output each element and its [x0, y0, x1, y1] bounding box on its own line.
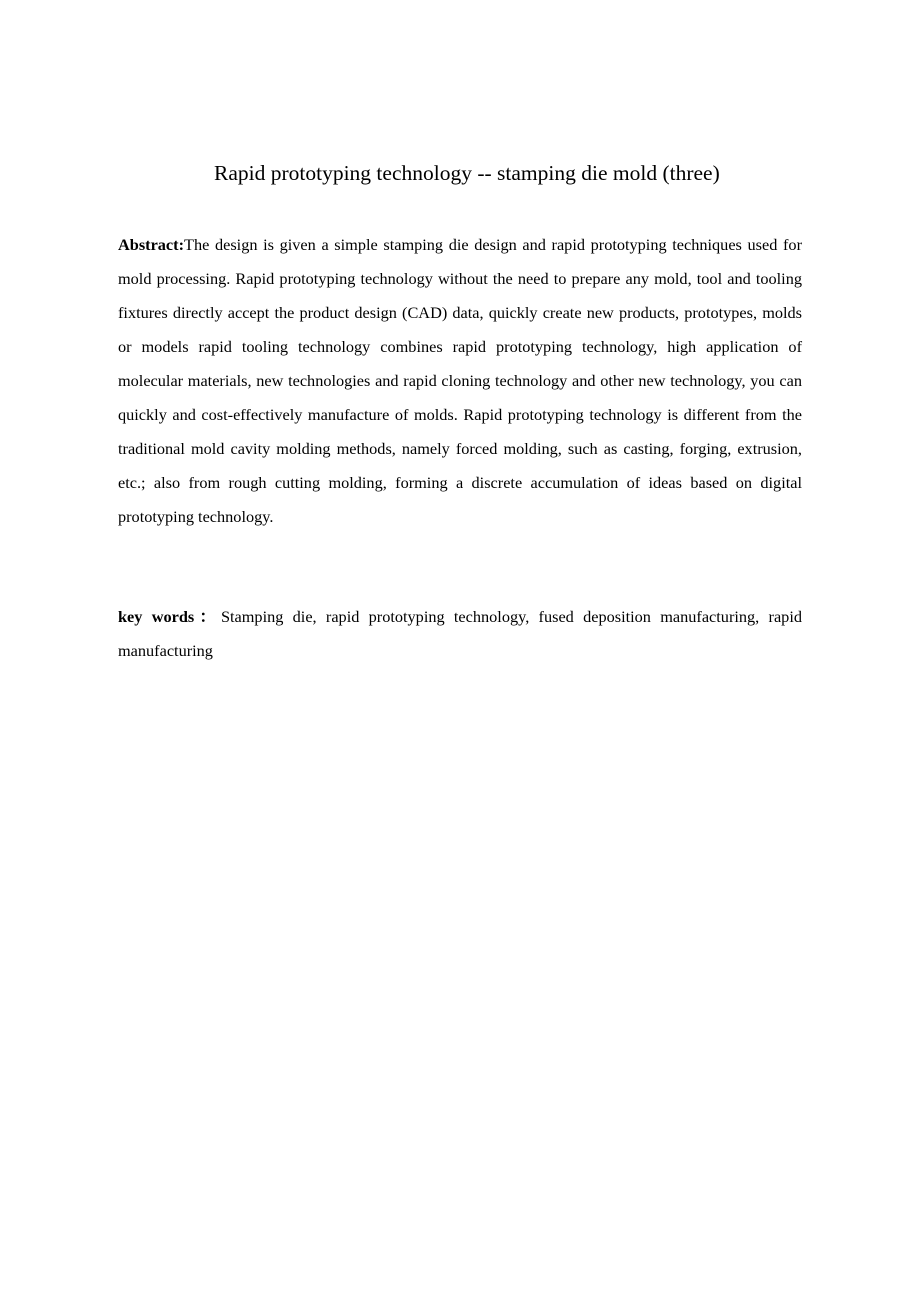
abstract-text: The design is given a simple stamping die design and rapid prototyping techniques used for mold processing. Rapid prototyping technology without the need to prepare any mold, tool and tooling fixtures directly accept the product design (CAD) data, quickly create new products, prototypes, molds or models rapid tooling technology combines rapid prototyping technology, high application of molecular materials, new technologies and rapid cloning technology and other new technology, you can quickly and cost-effectively manufacture of molds. Rapid prototyping technology is different from the traditional mold cavity molding methods, namely forced molding, such as casting, forging, extrusion, etc.; also from rough cutting molding, forming a discrete accumulation of ideas based on digital prototyping technology. [118, 235, 802, 526]
keywords-label: key words： [118, 607, 221, 626]
abstract-label: Abstract: [118, 235, 185, 254]
keywords-paragraph [118, 600, 802, 668]
abstract-paragraph [118, 228, 802, 534]
document-title: Rapid prototyping technology -- stamping die mold (three) [214, 161, 720, 185]
keywords-text: Stamping die, rapid prototyping technology, fused deposition manufacturing, rapid manufacturing [118, 607, 802, 660]
